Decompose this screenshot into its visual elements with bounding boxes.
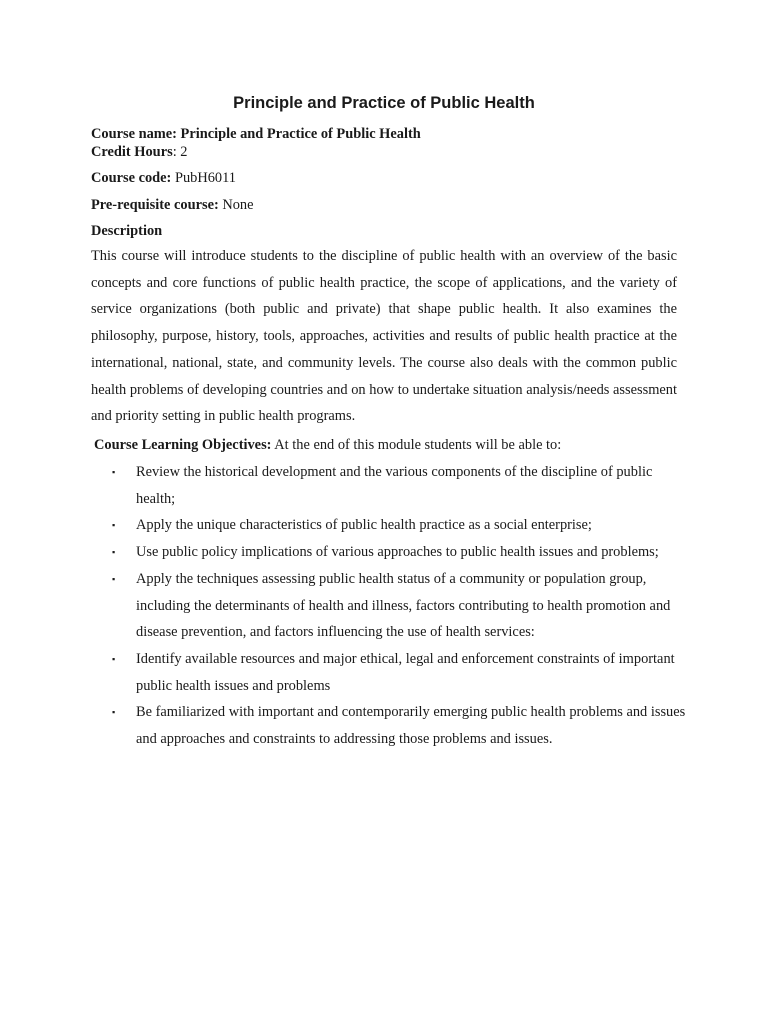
list-item (112, 699, 692, 752)
list-item (112, 512, 692, 539)
credit-hours-line (91, 143, 187, 161)
list-item (112, 459, 692, 512)
square-bullet-icon: ▪ (112, 520, 116, 531)
objective-text: Apply the techniques assessing public health status of a community or population group, including the determinants of health and illness, factors contributing to health promotion and disease prevention, and factors influencing the use of health services: (136, 570, 671, 641)
credit-hours-value: : 2 (172, 144, 188, 160)
objective-text: Review the historical development and the various components of the discipline of public health; (136, 464, 653, 507)
course-name-value: Principle and Practice of Public Health (180, 126, 421, 142)
course-name-label: Course name: (91, 126, 177, 142)
square-bullet-icon: ▪ (112, 707, 116, 718)
objective-text: Use public policy implications of various approaches to public health issues and problems; (136, 544, 659, 561)
prerequisite-line (91, 196, 254, 214)
objective-text: Apply the unique characteristics of public health practice as a social enterprise; (136, 517, 592, 534)
description-heading: Description (91, 223, 163, 239)
credit-hours-label: Credit Hours (91, 144, 173, 160)
prerequisite-label: Pre-requisite course: (91, 197, 219, 213)
list-item (112, 646, 692, 699)
objectives-label: Course Learning Objectives: (94, 437, 272, 453)
square-bullet-icon: ▪ (112, 653, 116, 664)
objective-text: Be familiarized with important and contemporarily emerging public health problems and issues and approaches and constraints to addressing those problems and issues. (136, 704, 686, 748)
square-bullet-icon: ▪ (112, 547, 116, 558)
description-paragraph: This course will introduce students to the discipline of public health with an overview of the basic concepts and core functions of public health practice, the scope of applications, and the variety of service organizations (both public and private) that shape public health. It also examines the philosophy, purpose, history, tools, approaches, activities and results of public health practice at the international, national, state, and community levels. The course also deals with the common public health problems of developing countries and on how to undertake situation analysis/needs assessment and priority setting in public health programs. (91, 248, 677, 425)
course-code-line (91, 169, 236, 187)
document-title: Principle and Practice of Public Health (233, 94, 535, 112)
course-name-line (91, 125, 421, 143)
objectives-list (112, 459, 692, 753)
square-bullet-icon: ▪ (112, 573, 116, 584)
course-code-label: Course code: (91, 170, 172, 186)
objectives-intro-text: At the end of this module students will be able to: (271, 437, 562, 453)
objective-text: Identify available resources and major ethical, legal and enforcement constraints of important public health issues and problems (136, 650, 675, 694)
square-bullet-icon: ▪ (112, 467, 116, 477)
prerequisite-value: None (218, 197, 254, 213)
list-item (112, 566, 692, 646)
objectives-intro-line (94, 436, 561, 454)
list-item (112, 539, 692, 566)
course-code-value: PubH6011 (171, 170, 236, 186)
